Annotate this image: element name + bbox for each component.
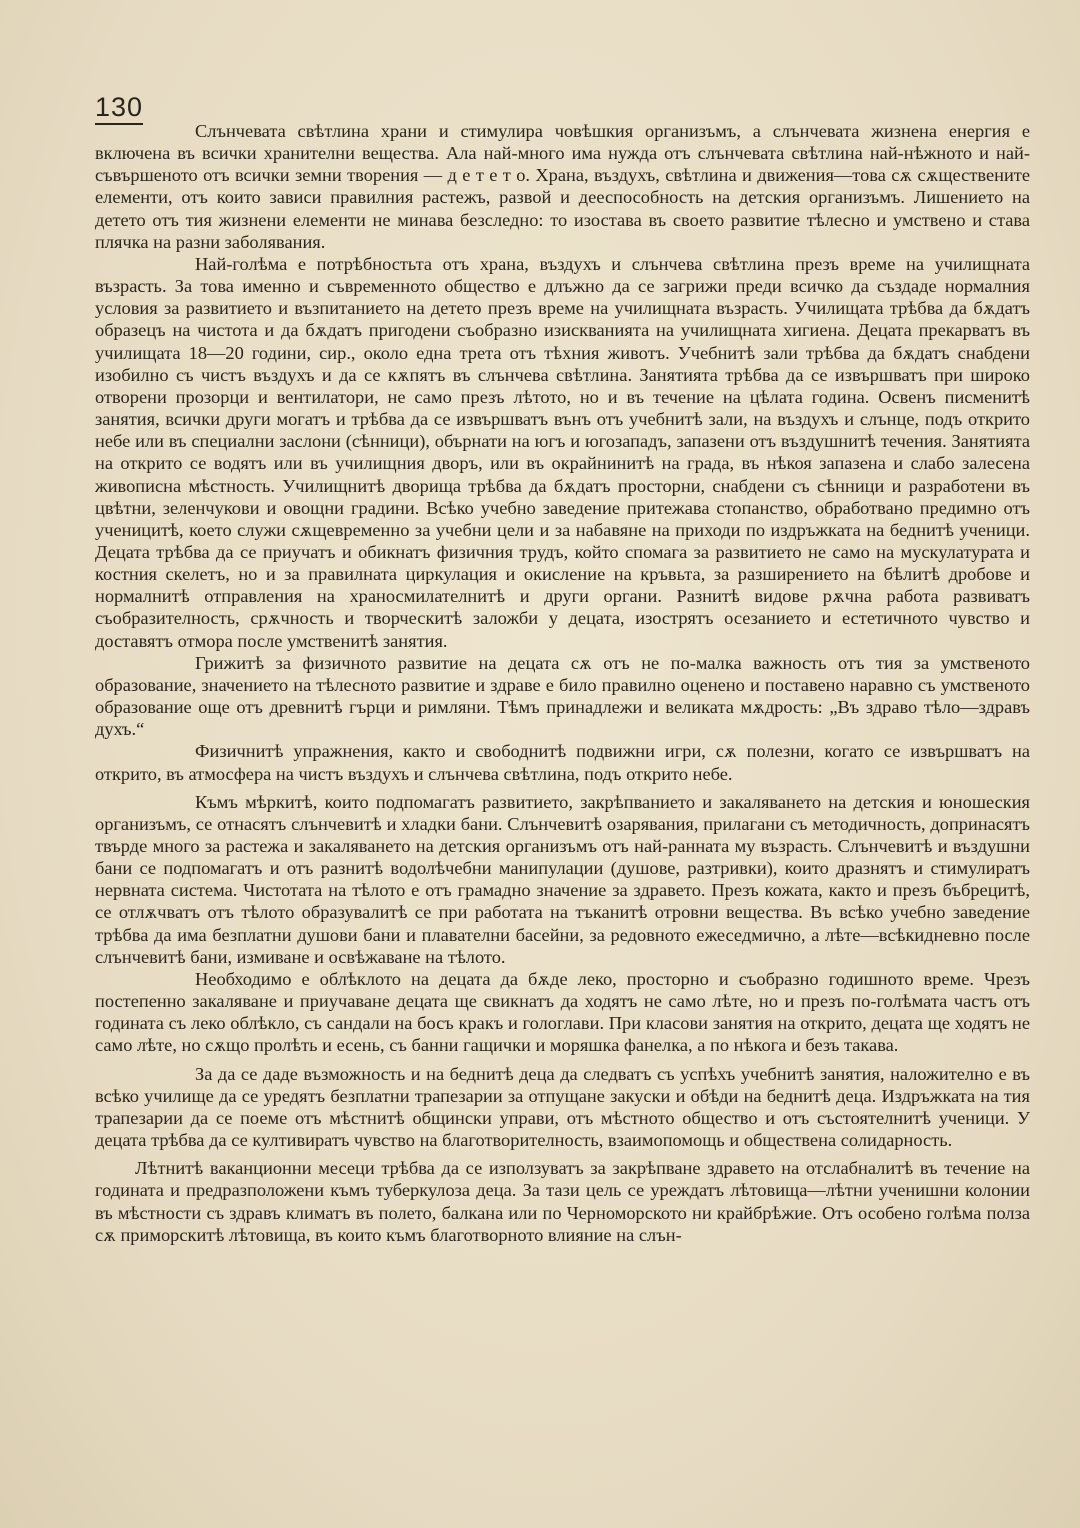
paragraph: Необходимо е облѣклото на децата да бѫде леко, просторно и съобразно годишното време. Чрезъ постепенно закаляване и приучаване децата ще свикнатъ да ходятъ не само лѣте, но и презъ по-голѣмата частъ отъ годината съ леко облѣкло, съ сандали на босъ кракъ и гологлави. При класови занятия на открито, децата ще ходятъ не само лѣте, но сѫщо пролѣть и есень, съ банни гащички и моряшка фанелка, а по нѣкога и безъ такава. [95,968,1030,1056]
paragraph: Слънчевата свѣтлина храни и стимулира човѣшкия организъмъ, а слънчевата жизнена енергия е включена въ всички хранителни вещества. Ала най-много има нужда отъ слънчевата свѣтлина най-нѣжното и най-съвършеното отъ всички земни творения — д е т е т о. Храна, въздухъ, свѣтлина и движения—това сѫ сѫществените елементи, отъ които зависи правилния растежъ, развой и дееспособность на детския организъмъ. Лишението на детето отъ тия жизнени елементи не минава безследно: то изостава въ своето развитие тѣлесно и умствено и става плячка на разни заболявания. [95,121,1030,252]
paragraph: Лѣтнитѣ ваканционни месеци трѣбва да се използуватъ за закрѣпване здравето на отслабналитѣ въ течение на годината и предразположени къмъ туберкулоза деца. За тази цель се уреждатъ лѣтовища—лѣтни ученишни колонии въ мѣстности съ здравъ климатъ въ полето, балкана или по Черноморското ни крайбрѣжие. Отъ особено голѣма полза сѫ приморскитѣ лѣтовища, въ които къмъ благотворното влияние на слън- [95,1158,1030,1245]
paragraph: Физичнитѣ упражнения, както и свободнитѣ подвижни игри, сѫ полезни, когато се извършватъ на открито, въ атмосфера на чистъ въздухъ и слънчева свѣтлина, подъ открито небе. [95,741,1030,784]
paragraph: Най-голѣма е потрѣбностьта отъ храна, въздухъ и слънчева свѣтлина презъ време на училищната възрасть. За това именно и съвременното общество е длъжно да се загрижи преди всичко да създаде нормалния условия за развитието и възпитанието на детето презъ време на училищната възрасть. Училищата трѣбва да бѫдатъ образецъ на чистота и да бѫдатъ пригодени съобразно изискванията на училищната хигиена. Децата прекарватъ въ училищата 18—20 години, сир., около една трета отъ тѣхния животъ. Учебнитѣ зали трѣбва да бѫдатъ снабдени изобилно съ чистъ въздухъ и да се кѫпятъ въ слънчева свѣтлина. Занятията трѣбва да се извършватъ при широко отворени прозорци и вентилатори, не само презъ лѣтото, но и въ течение на цѣлата година. Освенъ писменитѣ занятия, всички други могатъ и трѣбва да се извършватъ вънъ отъ учебнитѣ зали, на въздухъ и слънце, подъ открито небе или въ специални заслони (сѣнници), обърнати на югъ и югозападъ, запазени отъ въздушнитѣ течения. Занятията на открито се водятъ или въ училищния дворъ, или въ окрайнинитѣ на града, въ нѣкоя запазена и слабо залесена живописна мѣстность. Училищнитѣ дворища трѣбва да бѫдатъ просторни, снабдени съ сѣнници и разработени въ цвѣтни, зеленчукови и овощни градини. Всѣко учебно заведение притежава стопанство, обработвано предимно отъ ученицитѣ, което служи сѫщевременно за учебни цели и за набавяне на приходи по издръжката на беднитѣ ученици. Децата трѣбва да се приучатъ и обикнатъ физичния трудъ, който спомага за развитието не само на мускулатурата и костния скелетъ, но и за правилната циркулация и окисление на кръвьта, за разширението на бѣлитѣ дробове и нормалнитѣ отправления на храносмилателнитѣ и други органи. Разнитѣ видове рѫчна работа развиватъ съобразителность, срѫчность и творческитѣ заложби у децата, изострятъ осезанието и естетичното чувство и доставятъ отмора после умственитѣ занятия. [95,253,1030,651]
paragraph: Грижитѣ за физичното развитие на децата сѫ отъ не по-малка важность отъ тия за умственото образование, значението на тѣлесното развитие и здраве е било правилно оценено и поставено наравно съ умственото образование още отъ древнитѣ гърци и римляни. Тѣмъ принадлежи и великата мѫдрость: „Въ здраво тѣло—здравъ духъ.“ [95,652,1030,740]
paragraph: За да се даде възможность и на беднитѣ деца да следватъ съ успѣхъ учебнитѣ занятия, наложително е въ всѣко училище да се уредятъ безплатни трапезарии за отпущане закуски и обѣди на беднитѣ деца. Издръжката на тия трапезарии да се поеме отъ мѣстнитѣ общински управи, отъ мѣстното общество и отъ състоятелнитѣ ученици. У децата трѣбва да се култивиратъ чувство на благотворителность, взаимопомощь и обществена солидарность. [95,1063,1030,1151]
paragraph: Къмъ мѣркитѣ, които подпомагатъ развитието, закрѣпванието и закаляването на детския и юношеския организъмъ, се отнасятъ слънчевитѣ и хладки бани. Слънчевитѣ озарявания, прилагани съ методичность, допринасятъ твърде много за растежа и закаляването на детския организъмъ отъ най-ранната му възрасть. Слънчевитѣ и въздушни бани се подпомагатъ и отъ разнитѣ водолѣчебни манипулации (душове, разтривки), които дразнятъ и стимулиратъ нервната система. Чистотата на тѣлото е отъ грамадно значение за здравето. Презъ кожата, както и презъ бъбрецитѣ, се отлѫчватъ отъ тѣлото образувалитѣ се при работата на тъканитѣ отровни вещества. Въ всѣко учебно заведение трѣбва да има безплатни душови бани и плавателни басейни, за редовното ежеседмично, а лѣте—всѣкидневно после слънчевитѣ бани, измиване и освѣжаване на тѣлото. [95,791,1030,967]
body-text [95,120,1030,1246]
page-number: 130 [95,92,143,125]
